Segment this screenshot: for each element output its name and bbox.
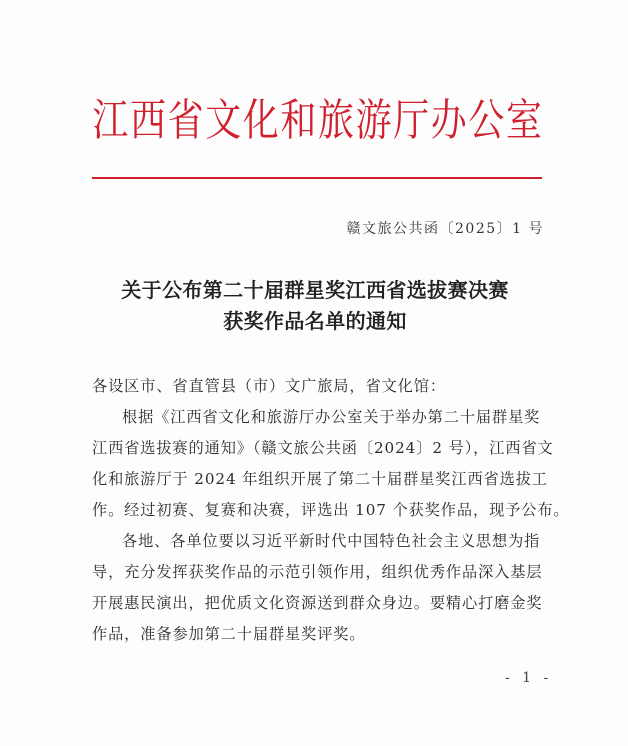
- paragraph-1-line: 根据《江西省文化和旅游厅办公室关于举办第二十届群星奖: [122, 408, 541, 426]
- paragraph-1: [92, 402, 570, 526]
- paragraph-1-line: 作。经过初赛、复赛和决赛，评选出 107 个获奖作品，现予公布。: [92, 501, 570, 519]
- paragraph-1-line: 化和旅游厅于 2024 年组织开展了第二十届群星奖江西省选拔工: [92, 470, 548, 488]
- notice-title: [80, 275, 550, 337]
- paragraph-2: [92, 526, 544, 650]
- notice-body: [92, 371, 570, 650]
- paragraph-1-line: 江西省选拔赛的通知》（赣文旅公共函〔2024〕2 号），江西省文: [92, 439, 554, 457]
- paragraph-2-line: 各地、各单位要以习近平新时代中国特色社会主义思想为指: [122, 532, 541, 550]
- red-divider-line: [92, 177, 542, 179]
- issuer-header: 江西省文化和旅游厅办公室: [92, 96, 544, 147]
- paragraph-2-line: 导，充分发挥获奖作品的示范引领作用，组织优秀作品深入基层: [92, 563, 543, 581]
- document-number: 赣文旅公共函〔2025〕1 号: [346, 221, 544, 237]
- notice-title-line-1: 关于公布第二十届群星奖江西省选拔赛决赛: [121, 278, 509, 302]
- page-number: - 1 -: [505, 670, 553, 686]
- paragraph-2-line: 作品，准备参加第二十届群星奖评奖。: [92, 625, 366, 643]
- addressee-line: 各设区市、省直管县（市）文广旅局，省文化馆：: [92, 377, 446, 395]
- notice-title-line-2: 获奖作品名单的通知: [223, 309, 407, 333]
- paragraph-2-line: 开展惠民演出，把优质文化资源送到群众身边。要精心打磨金奖: [92, 594, 543, 612]
